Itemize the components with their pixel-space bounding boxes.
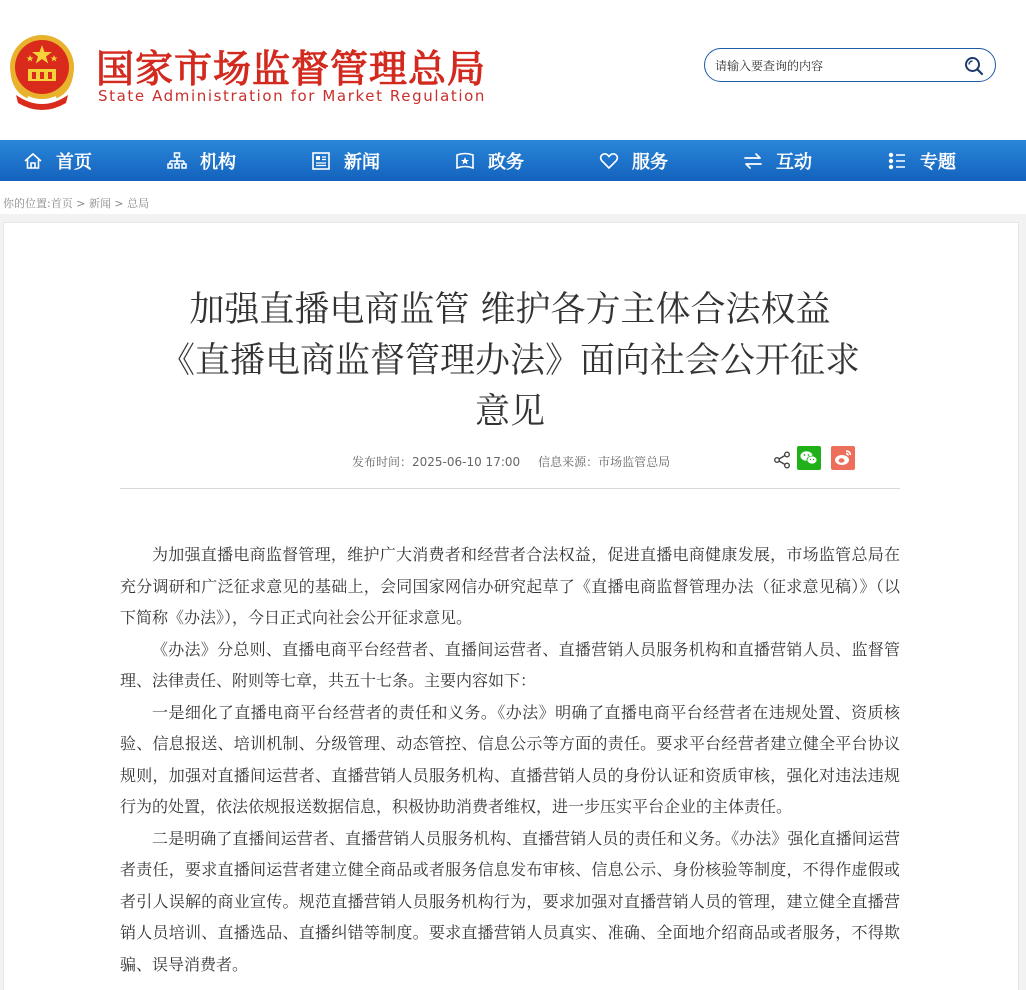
title-line: 加强直播电商监管 维护各方主体合法权益 [189, 290, 831, 330]
nav-item-home[interactable] [22, 140, 92, 181]
main-nav [0, 140, 1026, 181]
share-icon[interactable] [772, 450, 792, 470]
nav-label: 专题 [920, 151, 956, 173]
breadcrumb-separator: > [110, 197, 128, 210]
site-header [0, 0, 1026, 140]
search-input[interactable] [715, 55, 955, 77]
weibo-share-button[interactable] [831, 446, 855, 470]
breadcrumb-home[interactable]: 首页 [50, 197, 73, 210]
title-line: 意见 [474, 392, 545, 432]
org-chart-icon [166, 150, 188, 172]
publish-time: 发布时间：2025-06-10 17:00 [352, 455, 521, 469]
breadcrumb-news[interactable]: 新闻 [88, 197, 111, 210]
exchange-icon [742, 150, 764, 172]
breadcrumb [3, 195, 149, 211]
nav-item-topics[interactable] [886, 140, 956, 181]
nav-label: 新闻 [344, 151, 380, 173]
nav-label: 互动 [776, 151, 812, 173]
article-paragraph: 一是细化了直播电商平台经营者的责任和义务。《办法》明确了直播电商平台经营者在违规处置、资质核验、信息报送、培训机制、分级管理、动态管控、信息公示等方面的责任。要求平台经营者建立健全平台协议规则，加强对直播间运营者、直播营销人员服务机构、直播营销人员的身份认证和资质审核，强化对违法违规行为的处置，依法依规报送数据信息，积极协助消费者维权，进一步压实平台企业的主体责任。 [120, 702, 900, 816]
breadcrumb-admin[interactable]: 总局 [127, 197, 150, 210]
breadcrumb-prefix: 你的位置: [3, 197, 51, 210]
nav-item-news[interactable] [310, 140, 380, 181]
nav-label: 首页 [56, 151, 92, 173]
nav-item-org[interactable] [166, 140, 236, 181]
article-body [120, 539, 900, 980]
article-paragraph: 《办法》分总则、直播电商平台经营者、直播间运营者、直播营销人员服务机构和直播营销人员、监督管理、法律责任、附则等七章，共五十七条。主要内容如下： [120, 639, 900, 690]
nav-item-service[interactable] [598, 140, 668, 181]
site-subtitle: State Administration for Market Regulation [98, 87, 487, 105]
search-box [704, 48, 996, 82]
home-icon [22, 150, 44, 172]
national-emblem-icon [6, 33, 78, 111]
article-title [120, 285, 900, 438]
heart-icon [598, 150, 620, 172]
article-paragraph: 为加强直播电商监督管理，维护广大消费者和经营者合法权益，促进直播电商健康发展，市场监管总局在充分调研和广泛征求意见的基础上，会同国家网信办研究起草了《直播电商监督管理办法（征求意见稿）》（以下简称《办法》），今日正式向社会公开征求意见。 [120, 545, 900, 627]
newspaper-icon [310, 150, 332, 172]
meta-divider [120, 488, 900, 489]
article-meta [352, 453, 670, 470]
search-icon[interactable] [963, 55, 985, 77]
site-title: 国家市场监督管理总局 [96, 46, 487, 91]
weibo-icon [831, 446, 855, 470]
topics-icon [886, 150, 908, 172]
nav-item-interaction[interactable] [742, 140, 812, 181]
nav-label: 服务 [632, 151, 668, 173]
nav-item-government[interactable] [454, 140, 524, 181]
info-source: 信息来源：市场监管总局 [538, 455, 671, 469]
wechat-icon [797, 446, 821, 470]
nav-label: 机构 [200, 151, 236, 173]
title-line: 《直播电商监督管理办法》面向社会公开征求 [159, 341, 860, 381]
breadcrumb-separator: > [72, 197, 89, 210]
article-paragraph: 二是明确了直播间运营者、直播营销人员服务机构、直播营销人员的责任和义务。《办法》强化直播间运营者责任，要求直播间运营者建立健全商品或者服务信息发布审核、信息公示、身份核验等制度，不得作虚假或者引人误解的商业宣传。规范直播营销人员服务机构行为，要求加强对直播营销人员的管理，建立健全直播营销人员培训、直播选品、直播纠错等制度。要求直播营销人员真实、准确、全面地介绍商品或者服务，不得欺骗、误导消费者。 [120, 828, 900, 974]
nav-label: 政务 [488, 151, 524, 173]
government-icon [454, 150, 476, 172]
wechat-share-button[interactable] [797, 446, 821, 470]
